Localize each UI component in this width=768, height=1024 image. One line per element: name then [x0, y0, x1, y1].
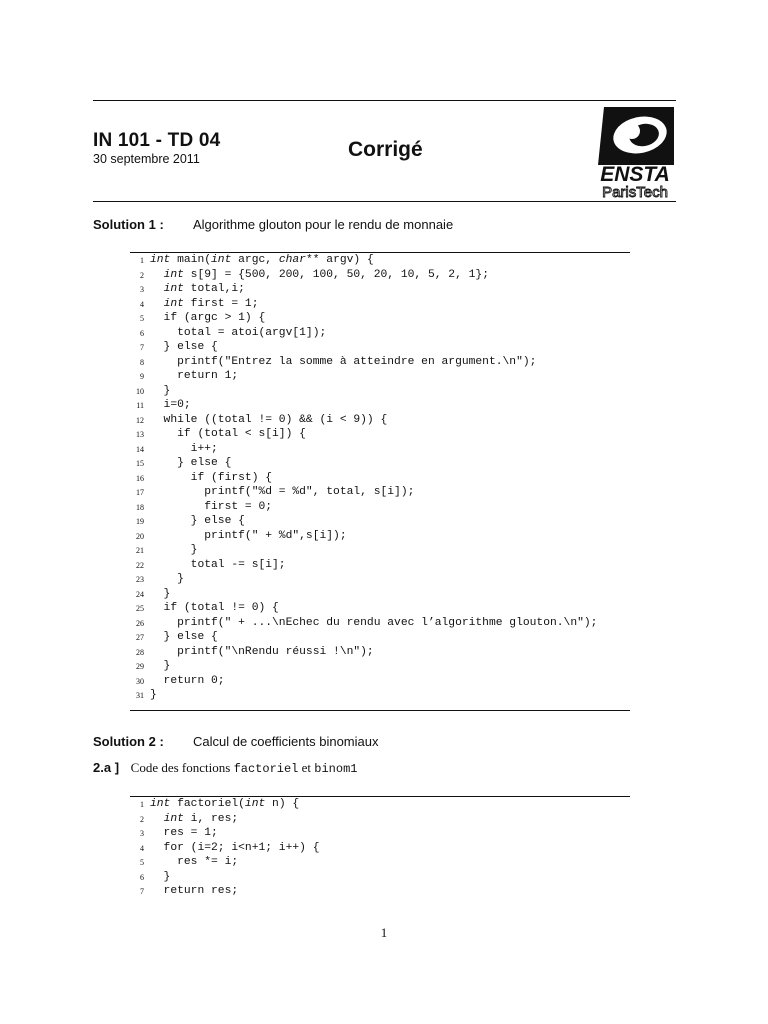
code-text: }	[150, 660, 171, 673]
code-line	[130, 514, 597, 529]
line-number: 1	[140, 800, 144, 809]
code-line	[130, 659, 597, 674]
code-text: return res;	[150, 885, 239, 898]
code-text: printf("Entrez la somme à atteindre en argument.\n");	[150, 355, 537, 368]
code-line	[130, 442, 597, 457]
line-number: 19	[136, 517, 144, 527]
line-number: 8	[140, 357, 144, 367]
code-text: int total,i;	[163, 283, 245, 296]
code-line	[130, 369, 597, 384]
code-text: i=0;	[150, 399, 191, 412]
code-text: int s[9] = {500, 200, 100, 50, 20, 10, 5, 2, 1};	[163, 268, 489, 281]
line-number: 18	[136, 502, 144, 512]
line-number: 26	[136, 618, 144, 628]
line-number: 7	[140, 343, 144, 353]
code-text: } else {	[150, 457, 232, 470]
code-text: while ((total != 0) && (i < 9)) {	[150, 413, 388, 426]
code-text: if (first) {	[150, 471, 273, 484]
line-number: 31	[136, 691, 144, 701]
line-number: 10	[136, 386, 144, 396]
code-line	[130, 826, 319, 841]
code-text: }	[150, 587, 171, 600]
line-number: 15	[136, 459, 144, 469]
fn-name-binom1: binom1	[314, 762, 358, 776]
line-number: 25	[136, 604, 144, 614]
code-line	[130, 841, 319, 856]
line-number: 30	[136, 676, 144, 686]
fn-name-factoriel: factoriel	[233, 762, 299, 776]
solution-1-heading	[93, 217, 453, 232]
code-line	[130, 340, 597, 355]
code-text: printf(" + ...\nEchec du rendu avec l’algorithme glouton.\n");	[150, 616, 598, 629]
code-text: }	[150, 384, 171, 397]
code-line	[130, 601, 597, 616]
code-text: res = 1;	[150, 827, 218, 840]
code-text: if (total != 0) {	[150, 602, 279, 615]
logo-text-sub: ParisTech	[602, 184, 668, 200]
code-line	[130, 870, 319, 885]
code-line	[130, 674, 597, 689]
code-line	[130, 630, 597, 645]
code-line	[130, 500, 597, 515]
line-number: 17	[136, 488, 144, 498]
line-number: 7	[140, 887, 144, 897]
code-text: return 1;	[150, 370, 239, 383]
document-date: 30 septembre 2011	[93, 152, 200, 166]
solution-2-title: Calcul de coefficients binomiaux	[193, 734, 379, 749]
code-text: return 0;	[150, 674, 225, 687]
line-number: 27	[136, 633, 144, 643]
line-number: 20	[136, 531, 144, 541]
subsection-2a	[93, 760, 357, 776]
code-text: int first = 1;	[163, 297, 259, 310]
code-line	[130, 384, 597, 399]
code-text: first = 0;	[150, 500, 273, 513]
logo-text-main: ENSTA	[600, 163, 670, 186]
code-line	[130, 355, 597, 370]
solution-1-title: Algorithme glouton pour le rendu de monnaie	[193, 217, 454, 232]
code-text: }	[150, 544, 198, 557]
code-text: total = atoi(argv[1]);	[150, 326, 327, 339]
code-line	[130, 485, 597, 500]
code-line	[130, 884, 319, 899]
code-line	[130, 326, 597, 341]
line-number: 22	[136, 560, 144, 570]
code-line	[130, 398, 597, 413]
code-line	[130, 572, 597, 587]
line-number: 13	[136, 430, 144, 440]
code-line	[130, 471, 597, 486]
line-number: 23	[136, 575, 144, 585]
subsection-label: 2.a	[93, 760, 112, 775]
ensta-logo	[594, 105, 676, 200]
code-text: printf("%d = %d", total, s[i]);	[150, 486, 415, 499]
code-line	[130, 413, 597, 428]
line-number: 3	[140, 285, 144, 295]
page-number: 1	[380, 925, 388, 940]
code-line	[130, 645, 597, 660]
line-number: 5	[140, 314, 144, 324]
solution-2-heading	[93, 734, 378, 749]
code-line	[130, 253, 597, 268]
code-listing-2	[130, 797, 319, 899]
code-1-bottom-rule	[130, 710, 630, 711]
line-number: 4	[140, 843, 144, 853]
code-text: }	[150, 870, 171, 883]
code-line	[130, 812, 319, 827]
line-number: 21	[136, 546, 144, 556]
code-line	[130, 456, 597, 471]
page-title: Corrigé	[348, 138, 423, 161]
code-text: res *= i;	[150, 856, 239, 869]
line-number: 3	[140, 829, 144, 839]
code-line	[130, 268, 597, 283]
code-text: }	[150, 573, 184, 586]
line-number: 16	[136, 473, 144, 483]
line-number: 11	[136, 401, 144, 411]
code-line	[130, 311, 597, 326]
header-bottom-rule	[93, 201, 676, 202]
code-text: i++;	[150, 442, 218, 455]
line-number: 14	[136, 444, 144, 454]
line-number: 12	[136, 415, 144, 425]
code-line	[130, 855, 319, 870]
line-number: 24	[136, 589, 144, 599]
code-line	[130, 297, 597, 312]
line-number: 4	[140, 299, 144, 309]
code-text: printf("\nRendu réussi !\n");	[150, 645, 374, 658]
line-number: 6	[140, 328, 144, 338]
code-text: } else {	[150, 341, 218, 354]
code-line	[130, 427, 597, 442]
code-text: total -= s[i];	[150, 558, 286, 571]
line-number: 9	[140, 372, 144, 382]
subsection-desc: Code des fonctions factoriel et binom1	[130, 760, 358, 776]
subsection-bracket: ]	[111, 760, 120, 775]
code-line	[130, 543, 597, 558]
code-text: } else {	[150, 631, 218, 644]
code-text: for (i=2; i<n+1; i++) {	[150, 841, 320, 854]
code-line	[130, 688, 597, 703]
solution-2-label: Solution 2 :	[93, 734, 164, 749]
code-line	[130, 558, 597, 573]
solution-1-label: Solution 1 :	[93, 217, 164, 232]
line-number: 28	[136, 647, 144, 657]
code-text: int main(int argc, char** argv) {	[150, 254, 374, 266]
code-text: printf(" + %d",s[i]);	[150, 529, 347, 542]
code-text: if (total < s[i]) {	[150, 428, 306, 441]
header-top-rule	[93, 100, 676, 101]
line-number: 1	[140, 256, 144, 265]
course-title: IN 101 - TD 04	[93, 130, 221, 151]
code-line	[130, 616, 597, 631]
code-line	[130, 282, 597, 297]
line-number: 2	[140, 270, 144, 280]
line-number: 5	[140, 858, 144, 868]
code-text: if (argc > 1) {	[150, 312, 266, 325]
line-number: 6	[140, 872, 144, 882]
code-text: int factoriel(int n) {	[150, 798, 300, 810]
code-text: }	[150, 689, 157, 702]
code-text: } else {	[150, 515, 245, 528]
line-number: 2	[140, 814, 144, 824]
code-line	[130, 529, 597, 544]
line-number: 29	[136, 662, 144, 672]
code-line	[130, 797, 319, 812]
code-line	[130, 587, 597, 602]
code-listing-1	[130, 253, 597, 703]
code-text: int i, res;	[163, 812, 239, 825]
